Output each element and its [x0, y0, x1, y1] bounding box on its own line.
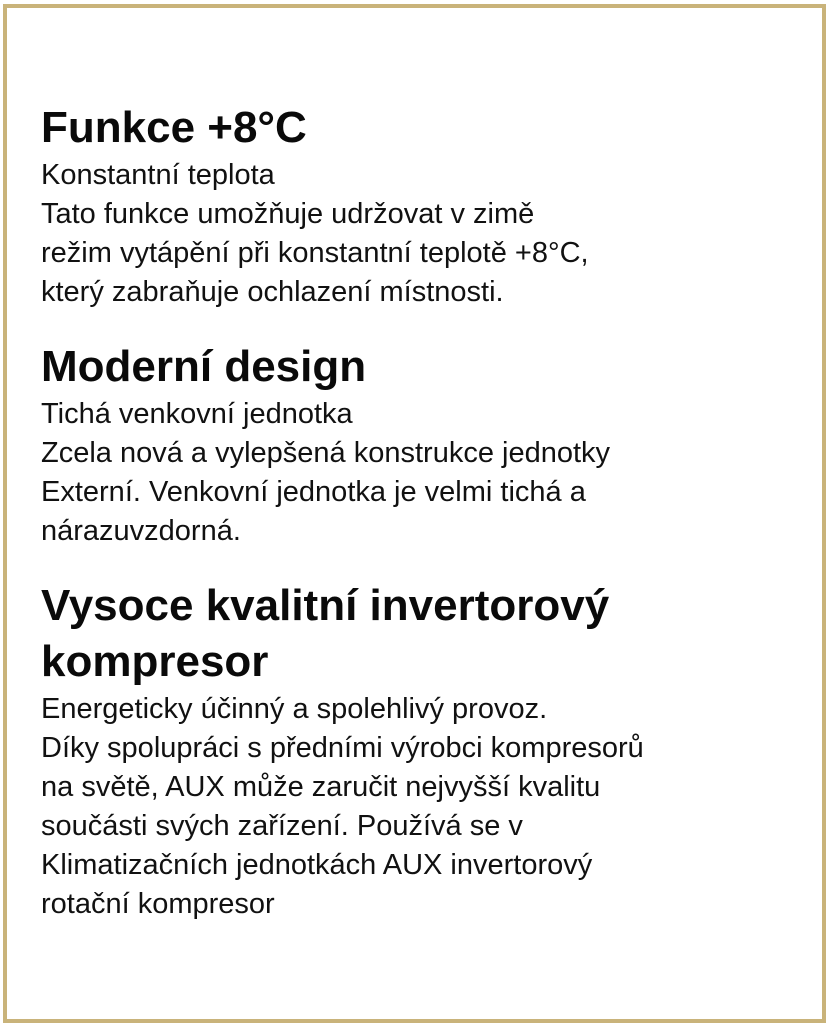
feature-section-design: [41, 339, 801, 551]
section-text-line: na světě, AUX může zaručit nejvyšší kvalitu: [41, 771, 601, 803]
section-title-line: Vysoce kvalitní invertorový: [41, 581, 610, 630]
section-title-line: kompresor: [41, 637, 269, 686]
section-text-line: Externí. Venkovní jednotka je velmi tichá a: [41, 476, 586, 508]
section-text-line: Zcela nová a vylepšená konstrukce jednotky: [41, 437, 611, 469]
section-text-line: součásti svých zařízení. Používá se v: [41, 810, 523, 842]
section-text-line: rotační kompresor: [41, 888, 275, 920]
feature-section-heating: [41, 100, 801, 312]
document-frame: [3, 4, 826, 1023]
section-text-line: režim vytápění při konstantní teplotě +8°C,: [41, 237, 589, 269]
section-title: Moderní design: [41, 342, 367, 391]
section-title: Funkce +8°C: [41, 103, 307, 152]
document-content: [41, 100, 801, 924]
section-title: [41, 578, 801, 690]
section-subtitle: Energeticky účinný a spolehlivý provoz.: [41, 693, 548, 725]
feature-section-compressor: [41, 578, 801, 924]
section-text-line: Klimatizačních jednotkách AUX invertorový: [41, 849, 593, 881]
section-text-line: nárazuvzdorná.: [41, 515, 241, 547]
section-subtitle: Tichá venkovní jednotka: [41, 398, 353, 430]
section-subtitle: Konstantní teplota: [41, 159, 275, 191]
section-text-line: Tato funkce umožňuje udržovat v zimě: [41, 198, 535, 230]
section-text-line: který zabraňuje ochlazení místnosti.: [41, 276, 504, 308]
section-text-line: Díky spolupráci s předními výrobci kompresorů: [41, 732, 644, 764]
